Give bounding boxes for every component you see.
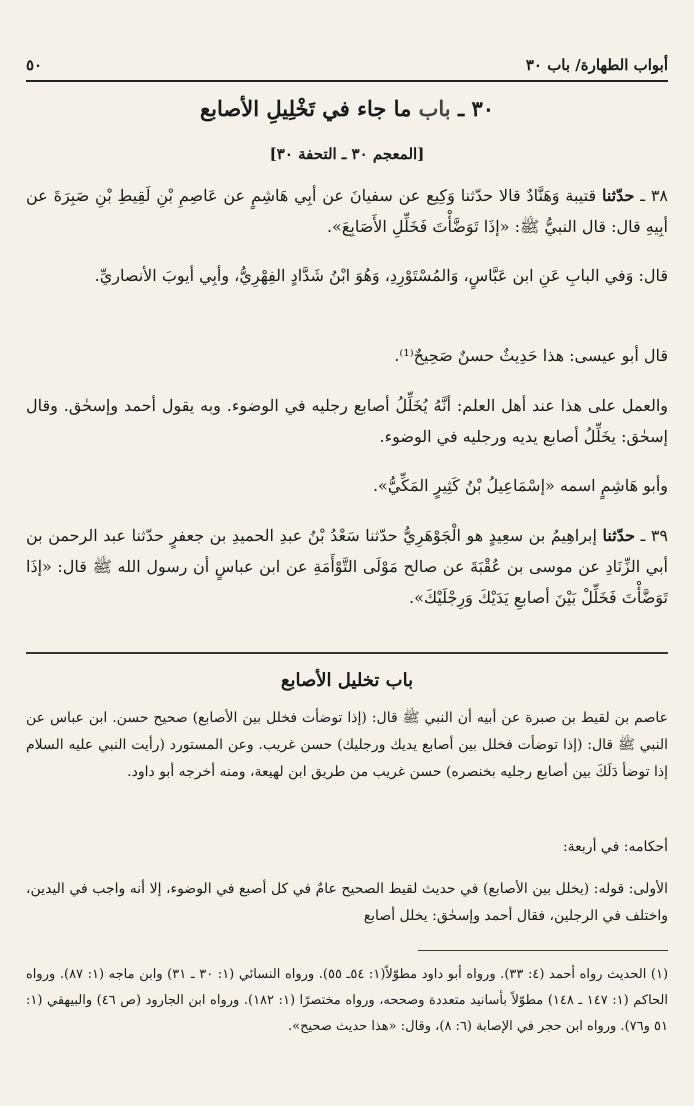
footnote-divider (418, 950, 668, 951)
commentary-paragraph-2: أحكامه: في أربعة: (562, 839, 668, 855)
hadith-39-body: إبراهِيمُ بن سعِيدٍ هو الْجَوْهَرِيُّ حدّثنا سَعْدُ بْنُ عبدِ الحميدِ بن جعفرٍ حدّثنا عبد الرحمن بن أبي الزِّنَادِ عن موسى بن عُقْبَةَ عن صالح مَوْلَى التَّوْأَمَةِ عن ابن عباسٍ أن رسول الله ﷺ قال: «إذَا تَوَضَّأْتَ فَخَلِّلْ بَيْنَ أصابعِ يَدَيْكَ وَرِجْلَيْكَ». (26, 526, 668, 607)
chapter-title-text: ما جاء في تَخْلِيلِ الأصابع (199, 96, 412, 121)
hadith-39-number: ٣٩ ـ (640, 526, 669, 545)
paragraph-bab: قال: وَفي البابِ عَنِ ابن عَبَّاسٍ، وَالمُسْتَوْرِدِ، وَهُوَ ابْنُ شَدَّادٍ الفِهْرِيُّ، وأبِي أيوبَ الأنصاريِّ. (94, 266, 668, 285)
footnote: (١) الحديث رواه أحمد (٤: ٣٣). ورواه أبو داود مطوّلاً(١: ٥٤ـ ٥٥). ورواه النسائي (١: ٣٠ ـ ٣١) وابن ماجه (١: ٨٧). ورواه الحاكم (١: ١٤٧ ـ ١٤٨) مطوّلاً بأسانيد متعددة وصححه، ورواه مختصرًا (١: ١٨٢). ورواه ابن الجارود (ص ٤٦) والبيهقي (١: ٥١ و٧٦). ورواه ابن حجر في الإصابة (٦: ٨)، وقال: «هذا حديث صحيح». (26, 967, 669, 1034)
page-number: ٥٠ (26, 56, 43, 74)
paragraph-abu-hashim: وأبو هَاشِمٍ اسمه «إسْمَاعِيلُ بْنُ كَثِيرٍ المَكِّيُّ». (372, 476, 668, 495)
header-title: أبواب الطهارة/ باب ٣٠ (525, 56, 668, 74)
commentary-paragraph-3: الأولى: قوله: (يخلل بين الأصابع) في حديث لقيط الصحيح عامٌ في كل أصبع في الوضوء، إلا أنه واجب في اليدين، واختلف في الرجلين، فقال أحمد وإسحٰق: يخلل أصابع (26, 881, 668, 924)
chapter-bab-word: باب (418, 96, 451, 121)
commentary-title: باب تخليل الأصابع (280, 670, 414, 691)
chapter-number: ٣٠ ـ (457, 96, 494, 121)
hadith-38 (26, 180, 668, 242)
hadith-38-body: قتيبة وَهَنَّادٌ قالا حدّثنا وَكِيع عن سفيانَ عن أبِي هَاشِمٍ عن عَاصِمِ بْنِ لَقِيطِ بْنِ صَبِرَةَ عن أبِيهِ قال: قال النبيُّ ﷺ: «إذَا تَوَضَّأْتَ فَخَلِّلِ الأَصَابِعَ». (26, 186, 668, 236)
paragraph-amal: والعمل على هذا عند أهل العلم: أنَّهُ يُخَلِّلُ أصابع رجليه في الوضوء. وبه يقول أحمد وإسحٰق. وقال إسحٰق: يخَلِّلُ أصابع يديه ورجليه في الوضوء. (26, 396, 668, 446)
hadith-39 (26, 520, 668, 613)
hadith-39-keyword: حدّثنا (602, 526, 635, 545)
hadith-38-number: ٣٨ ـ (640, 186, 668, 205)
commentary-paragraph-1: عاصم بن لقيط بن صبرة عن أبيه أن النبي ﷺ قال: (إذا توضأت فخلل بين الأصابع) صحيح حسن. ابن عباس عن النبي ﷺ قال: (إذا توضأت فخلل بين أصابع يديك ورجليك) حسن غريب. وعن المستورد (رأيت النبي عليه السلام إذا توضأ دَلَكَ بين أصابع رجليه بخنصره) حسن غريب من طريق ابن لهيعة، ومنه أخرجه أبو داود. (26, 710, 668, 780)
section-divider (26, 652, 668, 654)
chapter-title (26, 96, 668, 121)
running-header (26, 50, 668, 82)
chapter-reference: [المعجم ٣٠ ـ التحفة ٣٠] (269, 145, 425, 163)
paragraph-abu-isa: قال أبو عيسى: هذا حَدِيثٌ حسنٌ صَحِيحٌ⁽¹⁾. (394, 346, 668, 365)
hadith-38-keyword: حدّثنا (601, 186, 635, 205)
